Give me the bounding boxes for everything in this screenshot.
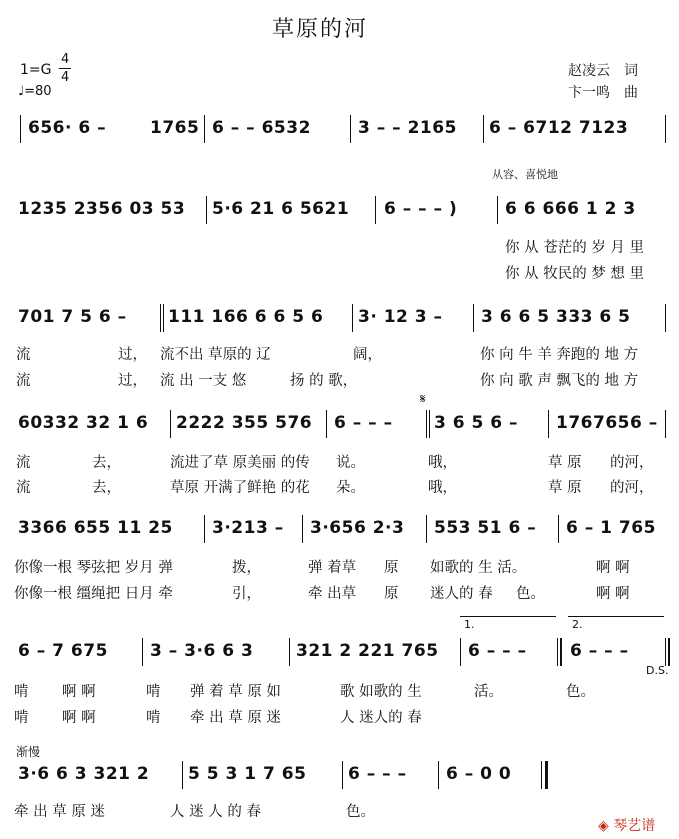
- lyric-word: 啊 啊: [596, 586, 630, 602]
- final-barline: [541, 761, 542, 789]
- lyric-word: 你像一根 琴弦把 岁月 弹: [14, 560, 173, 576]
- measure: 2222 355 576: [176, 413, 313, 433]
- measure: 553 51 6 –: [434, 518, 537, 538]
- measure: 6 – – –: [348, 764, 407, 784]
- lyric-word: 流进了草 原美丽 的传: [170, 455, 310, 471]
- barline: [206, 196, 207, 224]
- time-signature-denominator: 4: [61, 70, 70, 85]
- lyric-word: 人 迷 人 的 春: [170, 804, 261, 820]
- barline: [20, 115, 21, 143]
- measure: 6 – – –: [334, 413, 393, 433]
- volta-1-label: 1.: [464, 618, 475, 631]
- lyric-word: 啊 啊: [62, 684, 96, 700]
- measure: 3 6 6 5 333 6 5: [481, 307, 631, 327]
- lyric-word: 扬 的 歌，: [290, 373, 358, 389]
- barline: [438, 761, 439, 789]
- lyric-word: 过，: [118, 347, 147, 363]
- lyric-word: 迷人的 春: [430, 586, 493, 602]
- barline: [497, 196, 498, 224]
- barline: [665, 115, 666, 143]
- measure: 6 – 6712 7123: [489, 118, 629, 138]
- barline: [342, 761, 343, 789]
- time-signature-line: [59, 68, 71, 69]
- lyric-word: 去，: [92, 455, 121, 471]
- tempo-marking: ♩=80: [18, 84, 52, 99]
- watermark-text: 琴艺谱: [613, 818, 656, 834]
- ritardando-marking: 渐慢: [16, 745, 41, 759]
- lyric-word: 拨，: [232, 560, 261, 576]
- lyric-word: 的河，: [610, 455, 654, 471]
- barline: [548, 410, 549, 438]
- lyric-word: 你 向 歌 声 飘飞的 地 方: [480, 373, 639, 389]
- barline: [665, 304, 666, 332]
- barline: [163, 304, 164, 332]
- barline: [204, 515, 205, 543]
- barline: [665, 638, 666, 666]
- barline: [350, 115, 351, 143]
- measure: 3 6 5 6 –: [434, 413, 518, 433]
- lyric-word: 引，: [232, 586, 261, 602]
- measure: 3·213 –: [212, 518, 284, 538]
- measure: 6 – – 6532: [212, 118, 311, 138]
- barline: [558, 515, 559, 543]
- lyric-word: 活。: [474, 684, 503, 700]
- measure: 6 – – – ): [384, 199, 458, 219]
- lyric-word: 啃: [14, 710, 29, 726]
- repeat-barline: [557, 638, 558, 666]
- barline: [326, 410, 327, 438]
- lyric-word: 色。: [516, 586, 545, 602]
- expression-marking: 从容、喜悦地: [492, 168, 558, 181]
- lyric-word: 哦，: [428, 455, 457, 471]
- barline: [375, 196, 376, 224]
- lyric-word: 草 原: [548, 480, 582, 496]
- volta-2-label: 2.: [572, 618, 583, 631]
- watermark-logo: [598, 815, 655, 835]
- time-signature-numerator: 4: [61, 52, 70, 67]
- barline: [170, 410, 171, 438]
- segno-icon: 𝄋: [420, 392, 426, 407]
- barline: [473, 304, 474, 332]
- lyric-word: 哦，: [428, 480, 457, 496]
- measure: 6 – – –: [570, 641, 629, 661]
- measure: 5 5 3 1 7 65: [188, 764, 307, 784]
- measure: 6 – – –: [468, 641, 527, 661]
- lyric-word: 弹 着草: [308, 560, 357, 576]
- lyric-word: 阔，: [353, 347, 382, 363]
- lyric-word: 牵 出 草 原 迷: [190, 710, 281, 726]
- measure: 111 166 6 6 5 6: [168, 307, 324, 327]
- lyric-word: 原: [384, 560, 399, 576]
- logo-icon: ◈: [598, 818, 609, 834]
- volta-2-bracket: [568, 616, 664, 617]
- barline: [668, 638, 670, 666]
- lyric-word: 你 向 牛 羊 奔跑的 地 方: [480, 347, 639, 363]
- barline: [352, 304, 353, 332]
- dal-segno-marking: D.S.: [646, 664, 669, 677]
- lyric-word: 流: [16, 455, 31, 471]
- lyric-word: 流 出 一支 悠: [160, 373, 247, 389]
- measure: 701 7 5 6 –: [18, 307, 127, 327]
- measure: 3 – – 2165: [358, 118, 457, 138]
- barline: [483, 115, 484, 143]
- lyric-word: 色。: [566, 684, 595, 700]
- lyric-word: 流: [16, 373, 31, 389]
- barline: [204, 115, 205, 143]
- lyricist: 赵凌云 词: [568, 63, 638, 79]
- lyric-line: 你 从 苍茫的 岁 月 里: [505, 240, 645, 256]
- lyric-line: 你 从 牧民的 梦 想 里: [505, 266, 645, 282]
- lyric-word: 流不出 草原的 辽: [160, 347, 271, 363]
- barline: [426, 410, 427, 438]
- lyric-word: 草原 开满了鲜艳 的花: [170, 480, 310, 496]
- lyric-word: 啊 啊: [596, 560, 630, 576]
- measure: 60332 32 1 6: [18, 413, 149, 433]
- measure: 3366 655 11 25: [18, 518, 173, 538]
- lyric-word: 色。: [346, 804, 375, 820]
- lyric-word: 过，: [118, 373, 147, 389]
- lyric-word: 的河，: [610, 480, 654, 496]
- repeat-barline: [560, 638, 562, 666]
- song-title: 草原的河: [272, 17, 369, 42]
- barline: [426, 515, 427, 543]
- barline: [142, 638, 143, 666]
- composer: 卞一鸣 曲: [568, 85, 638, 101]
- volta-1-bracket: [460, 616, 556, 617]
- measure: 3·656 2·3: [310, 518, 405, 538]
- lyric-word: 啃: [146, 684, 161, 700]
- barline: [182, 761, 183, 789]
- lyric-word: 牵 出草: [308, 586, 357, 602]
- measure: 3·6 6 3 321 2: [18, 764, 150, 784]
- measure: 1767656 –: [556, 413, 658, 433]
- lyric-word: 如歌的 生 活。: [430, 560, 527, 576]
- barline: [665, 410, 666, 438]
- lyric-word: 流: [16, 480, 31, 496]
- lyric-word: 歌 如歌的 生: [340, 684, 422, 700]
- lyric-word: 啃: [14, 684, 29, 700]
- measure: 6 6 666 1 2 3: [505, 199, 636, 219]
- lyric-word: 说。: [336, 455, 365, 471]
- measure: 6 – 1 765: [566, 518, 656, 538]
- barline: [302, 515, 303, 543]
- lyric-word: 你像一根 缰绳把 日月 牵: [14, 586, 173, 602]
- measure: 1765: [150, 118, 200, 138]
- measure: 321 2 221 765: [296, 641, 439, 661]
- barline: [460, 638, 461, 666]
- lyric-word: 弹 着 草 原 如: [190, 684, 281, 700]
- lyric-word: 人 迷人的 春: [340, 710, 422, 726]
- lyric-word: 流: [16, 347, 31, 363]
- measure: 5·6 21 6 5621: [212, 199, 350, 219]
- lyric-word: 草 原: [548, 455, 582, 471]
- measure: 656· 6 –: [28, 118, 107, 138]
- barline: [289, 638, 290, 666]
- lyric-word: 啃: [146, 710, 161, 726]
- lyric-word: 啊 啊: [62, 710, 96, 726]
- barline: [160, 304, 161, 332]
- key-signature: 1=G: [20, 62, 52, 78]
- barline: [429, 410, 430, 438]
- measure: 3· 12 3 –: [358, 307, 443, 327]
- measure: 6 – 0 0: [446, 764, 512, 784]
- lyric-word: 朵。: [336, 480, 365, 496]
- lyric-word: 牵 出 草 原 迷: [14, 804, 105, 820]
- lyric-word: 原: [384, 586, 399, 602]
- final-barline: [545, 761, 548, 789]
- measure: 6 – 7 675: [18, 641, 108, 661]
- measure: 1235 2356 03 53: [18, 199, 186, 219]
- lyric-word: 去，: [92, 480, 121, 496]
- measure: 3 – 3·6 6 3: [150, 641, 254, 661]
